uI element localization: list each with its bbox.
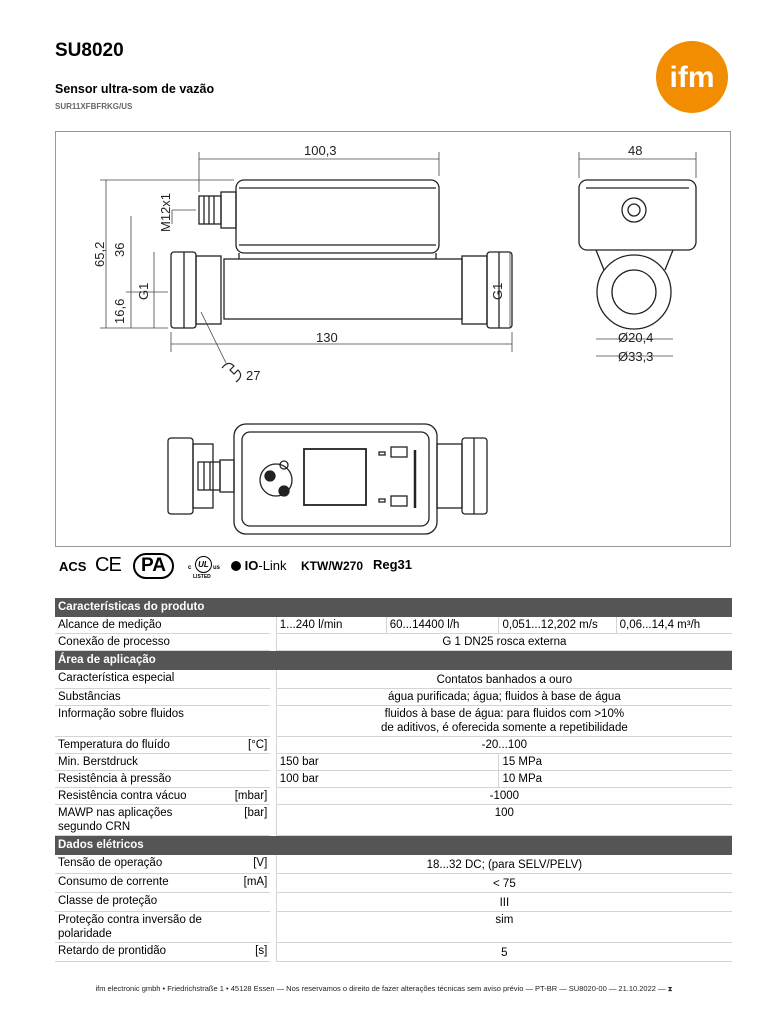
row-label: Característica especial (55, 670, 232, 689)
table-row (55, 634, 732, 651)
article-code: SUR11XFBFRKG/US (55, 102, 133, 111)
svg-text:ifm: ifm (669, 61, 715, 94)
footer-text: ifm electronic gmbh • Friedrichstraße 1 • 45128 Essen — Nos reservamos o direito de fazer alterações técnicas sem aviso prévio — PT-BR — SU8020-00 — 21.10.2022 — (95, 984, 666, 993)
row-unit: [°C] (232, 737, 271, 754)
table-row (55, 670, 732, 689)
iolink-icon (231, 561, 241, 571)
table-row (55, 689, 732, 706)
ul-mark: c UL us LISTED (188, 551, 222, 581)
cell-value: 1...240 l/min (276, 617, 386, 634)
m12-connector (199, 196, 221, 224)
cell-value: fluidos à base de água: para fluidos com >10% de aditivos, é oferecida somente a repetibilidade (276, 706, 732, 737)
row-label: Substâncias (55, 689, 232, 706)
row-label: MAWP nas aplicações segundo CRN (55, 805, 232, 836)
right-fitting (462, 256, 487, 324)
cell-value: 5 (276, 943, 732, 962)
svg-text:65,2: 65,2 (92, 241, 107, 267)
cell-value: 60...14400 l/h (386, 617, 499, 634)
pipe-front (597, 255, 671, 329)
cell-value: 0,051...12,202 m/s (498, 617, 615, 634)
svg-text:130: 130 (316, 330, 338, 345)
cell-value: -1000 (276, 788, 732, 805)
product-subtitle: Sensor ultra-som de vazão (55, 82, 215, 96)
acs-mark: ACS (59, 559, 87, 574)
row-unit: [V] (232, 855, 271, 874)
row-label: Classe de proteção (55, 893, 232, 912)
section-product: Características do produto (55, 598, 732, 617)
table-row (55, 788, 732, 805)
cell-value: 150 bar (276, 754, 499, 771)
row-label: Temperatura do fluído (55, 737, 232, 754)
row-unit: [bar] (232, 805, 271, 836)
svg-text:Ø20,4: Ø20,4 (618, 330, 654, 345)
page-title: SU8020 (55, 40, 124, 61)
row-label: Informação sobre fluidos (55, 706, 232, 737)
row-label: Conexão de processo (55, 634, 232, 651)
table-row (55, 805, 732, 836)
cell-value: 0,06...14,4 m³/h (616, 617, 732, 634)
page-footer (0, 984, 768, 994)
cell-value: G 1 DN25 rosca externa (276, 634, 732, 651)
cell-value: 10 MPa (498, 771, 732, 788)
cell-value: 100 (276, 805, 732, 836)
svg-text:16,6: 16,6 (112, 298, 127, 324)
svg-text:G1: G1 (490, 282, 505, 300)
cell-value: 100 bar (276, 771, 499, 788)
table-row (55, 706, 732, 737)
svg-text:27: 27 (246, 368, 261, 383)
svg-text:G1: G1 (136, 282, 151, 300)
ce-mark: CE (95, 554, 121, 576)
display (304, 449, 366, 505)
svg-text:36: 36 (112, 242, 127, 257)
housing-side (236, 180, 439, 253)
cell-value: água purificada; água; fluidos à base de água (276, 689, 732, 706)
table-row (55, 737, 732, 754)
svg-text:100,3: 100,3 (304, 143, 337, 158)
cell-value: 15 MPa (498, 754, 732, 771)
section-application: Área de aplicação (55, 651, 732, 670)
row-unit: [mbar] (232, 788, 271, 805)
row-label: Tensão de operação (55, 855, 232, 874)
table-row (55, 754, 732, 771)
table-row (55, 617, 732, 634)
table-row (55, 771, 732, 788)
table-row (55, 893, 732, 912)
cell-value: sim (276, 912, 732, 943)
cell-value: < 75 (276, 874, 732, 893)
row-label: Consumo de corrente (55, 874, 232, 893)
cell-value: 18...32 DC; (para SELV/PELV) (276, 855, 732, 874)
certification-marks (55, 551, 435, 585)
row-label: Proteção contra inversão de polaridade (55, 912, 232, 943)
hourglass-icon: ⧗ (667, 986, 673, 993)
reg31-mark: Reg31 (373, 557, 413, 572)
table-row (55, 943, 732, 962)
svg-text:M12x1: M12x1 (158, 192, 173, 232)
pa-mark: PA (133, 553, 174, 579)
row-label: Min. Berstdruck (55, 754, 232, 771)
cell-value: -20...100 (276, 737, 732, 754)
housing-top (234, 424, 437, 534)
row-label: Retardo de prontidão (55, 943, 232, 962)
row-unit: [s] (232, 943, 271, 962)
spec-table (55, 598, 732, 962)
ktw-mark: KTW/W270 (301, 559, 364, 573)
svg-text:48: 48 (628, 143, 643, 158)
table-row (55, 912, 732, 943)
table-row (55, 874, 732, 893)
cell-value: III (276, 893, 732, 912)
iolink-mark: IO-Link (231, 558, 287, 573)
ifm-logo (655, 40, 729, 114)
pipe-side (224, 259, 462, 319)
dimension-drawing (55, 131, 731, 547)
table-row (55, 855, 732, 874)
svg-text:Ø33,3: Ø33,3 (618, 349, 654, 364)
row-label: Resistência contra vácuo (55, 788, 232, 805)
section-electrical: Dados elétricos (55, 836, 732, 855)
row-unit: [mA] (232, 874, 271, 893)
row-label: Alcance de medição (55, 617, 232, 634)
cell-value: Contatos banhados a ouro (276, 670, 732, 689)
row-label: Resistência à pressão (55, 771, 232, 788)
